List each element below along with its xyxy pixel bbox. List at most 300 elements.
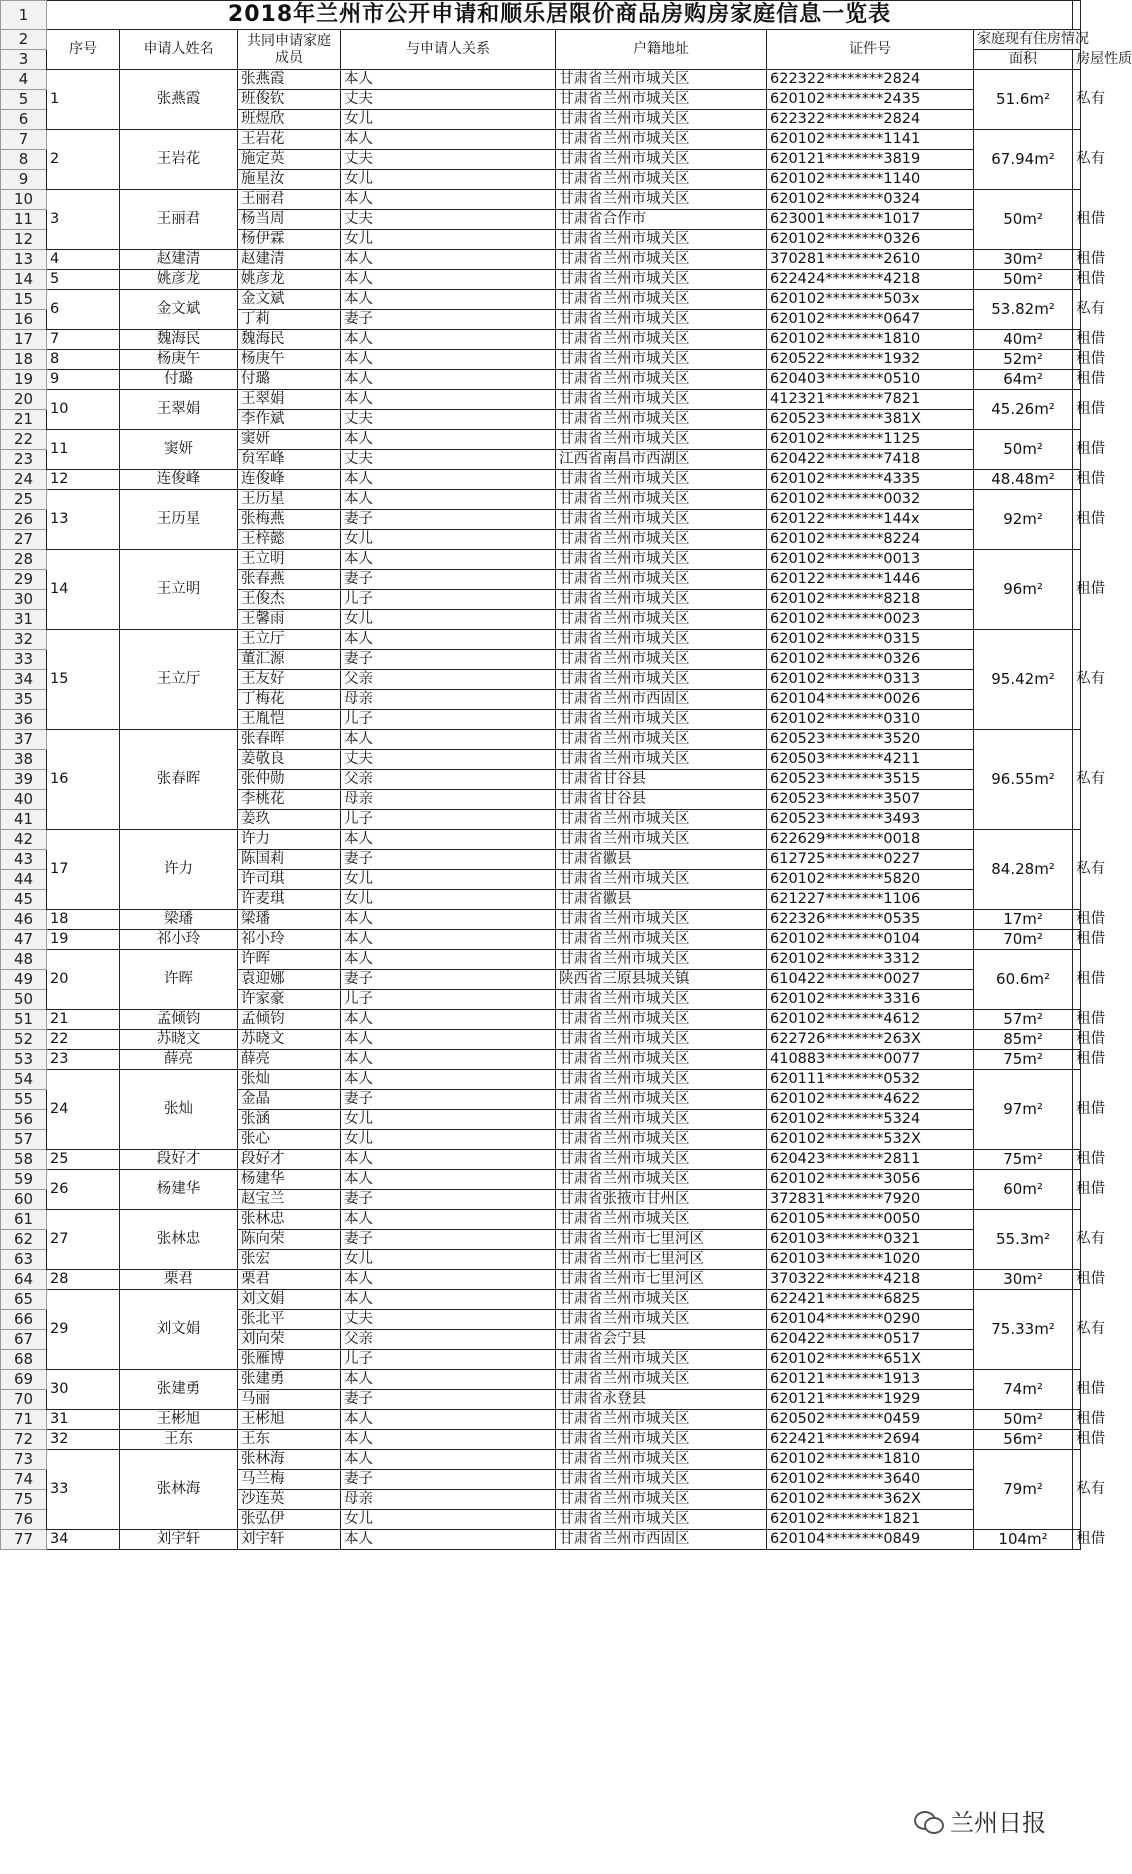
id-number-cell[interactable]: 620102********1810 — [767, 330, 974, 350]
id-number-cell[interactable]: 620503********4211 — [767, 750, 974, 770]
address-cell[interactable]: 甘肃省兰州市城关区 — [556, 170, 767, 190]
area-cell[interactable]: 95.42m² — [974, 630, 1073, 730]
address-cell[interactable]: 甘肃省兰州市城关区 — [556, 290, 767, 310]
member-name-cell[interactable]: 梁璠 — [238, 910, 341, 930]
applicant-name-cell[interactable]: 付璐 — [120, 370, 238, 390]
relation-cell[interactable]: 本人 — [341, 250, 556, 270]
id-number-cell[interactable]: 620102********0315 — [767, 630, 974, 650]
row-header[interactable]: 27 — [1, 530, 47, 550]
row-header[interactable]: 26 — [1, 510, 47, 530]
address-cell[interactable]: 甘肃省兰州市城关区 — [556, 1410, 767, 1430]
id-number-cell[interactable]: 620522********1932 — [767, 350, 974, 370]
seq-cell[interactable]: 24 — [47, 1070, 120, 1150]
header-nature[interactable]: 房屋性质 — [1073, 50, 1081, 70]
relation-cell[interactable]: 女儿 — [341, 1130, 556, 1150]
row-header[interactable]: 15 — [1, 290, 47, 310]
row-header[interactable]: 69 — [1, 1370, 47, 1390]
member-name-cell[interactable]: 陈国莉 — [238, 850, 341, 870]
address-cell[interactable]: 甘肃省兰州市城关区 — [556, 1350, 767, 1370]
address-cell[interactable]: 甘肃省兰州市城关区 — [556, 350, 767, 370]
id-number-cell[interactable]: 620102********4612 — [767, 1010, 974, 1030]
nature-cell[interactable]: 租借 — [1073, 1430, 1081, 1450]
applicant-name-cell[interactable]: 王立厅 — [120, 630, 238, 730]
relation-cell[interactable]: 丈夫 — [341, 750, 556, 770]
applicant-name-cell[interactable]: 王丽君 — [120, 190, 238, 250]
address-cell[interactable]: 甘肃省兰州市城关区 — [556, 730, 767, 750]
member-name-cell[interactable]: 张梅燕 — [238, 510, 341, 530]
id-number-cell[interactable]: 620102********1821 — [767, 1510, 974, 1530]
address-cell[interactable]: 甘肃省兰州市城关区 — [556, 1450, 767, 1470]
applicant-name-cell[interactable]: 金文斌 — [120, 290, 238, 330]
seq-cell[interactable]: 2 — [47, 130, 120, 190]
member-name-cell[interactable]: 王俊杰 — [238, 590, 341, 610]
relation-cell[interactable]: 妻子 — [341, 650, 556, 670]
id-number-cell[interactable]: 370322********4218 — [767, 1270, 974, 1290]
area-cell[interactable]: 75m² — [974, 1050, 1073, 1070]
address-cell[interactable]: 甘肃省兰州市城关区 — [556, 1510, 767, 1530]
address-cell[interactable]: 甘肃省兰州市城关区 — [556, 630, 767, 650]
address-cell[interactable]: 甘肃省兰州市城关区 — [556, 150, 767, 170]
relation-cell[interactable]: 父亲 — [341, 670, 556, 690]
address-cell[interactable]: 甘肃省兰州市城关区 — [556, 90, 767, 110]
relation-cell[interactable]: 本人 — [341, 430, 556, 450]
row-header[interactable]: 45 — [1, 890, 47, 910]
seq-cell[interactable]: 4 — [47, 250, 120, 270]
area-cell[interactable]: 52m² — [974, 350, 1073, 370]
member-name-cell[interactable]: 马丽 — [238, 1390, 341, 1410]
id-number-cell[interactable]: 620103********1020 — [767, 1250, 974, 1270]
area-cell[interactable]: 40m² — [974, 330, 1073, 350]
id-number-cell[interactable]: 370281********2610 — [767, 250, 974, 270]
address-cell[interactable]: 甘肃省兰州市城关区 — [556, 270, 767, 290]
id-number-cell[interactable]: 620121********1913 — [767, 1370, 974, 1390]
row-header[interactable]: 29 — [1, 570, 47, 590]
id-number-cell[interactable]: 410883********0077 — [767, 1050, 974, 1070]
id-number-cell[interactable]: 620523********3520 — [767, 730, 974, 750]
relation-cell[interactable]: 本人 — [341, 130, 556, 150]
member-name-cell[interactable]: 王彬旭 — [238, 1410, 341, 1430]
address-cell[interactable]: 甘肃省张掖市甘州区 — [556, 1190, 767, 1210]
seq-cell[interactable]: 19 — [47, 930, 120, 950]
area-cell[interactable]: 75.33m² — [974, 1290, 1073, 1370]
id-number-cell[interactable]: 621227********1106 — [767, 890, 974, 910]
address-cell[interactable]: 甘肃省兰州市城关区 — [556, 1310, 767, 1330]
relation-cell[interactable]: 妻子 — [341, 570, 556, 590]
address-cell[interactable]: 甘肃省兰州市城关区 — [556, 550, 767, 570]
relation-cell[interactable]: 妻子 — [341, 850, 556, 870]
nature-cell[interactable]: 私有 — [1073, 70, 1081, 130]
member-name-cell[interactable]: 张心 — [238, 1130, 341, 1150]
relation-cell[interactable]: 女儿 — [341, 610, 556, 630]
row-header[interactable]: 60 — [1, 1190, 47, 1210]
nature-cell[interactable]: 私有 — [1073, 290, 1081, 330]
id-number-cell[interactable]: 622322********2824 — [767, 70, 974, 90]
address-cell[interactable]: 甘肃省兰州市城关区 — [556, 70, 767, 90]
area-cell[interactable]: 57m² — [974, 1010, 1073, 1030]
nature-cell[interactable]: 租借 — [1073, 910, 1081, 930]
relation-cell[interactable]: 丈夫 — [341, 210, 556, 230]
relation-cell[interactable]: 本人 — [341, 1070, 556, 1090]
address-cell[interactable]: 甘肃省兰州市城关区 — [556, 830, 767, 850]
member-name-cell[interactable]: 薛亮 — [238, 1050, 341, 1070]
applicant-name-cell[interactable]: 薛亮 — [120, 1050, 238, 1070]
nature-cell[interactable]: 租借 — [1073, 190, 1081, 250]
area-cell[interactable]: 92m² — [974, 490, 1073, 550]
seq-cell[interactable]: 14 — [47, 550, 120, 630]
row-header[interactable]: 73 — [1, 1450, 47, 1470]
applicant-name-cell[interactable]: 张林忠 — [120, 1210, 238, 1270]
applicant-name-cell[interactable]: 段好才 — [120, 1150, 238, 1170]
address-cell[interactable]: 甘肃省兰州市城关区 — [556, 610, 767, 630]
nature-cell[interactable]: 租借 — [1073, 250, 1081, 270]
member-name-cell[interactable]: 班俊钦 — [238, 90, 341, 110]
relation-cell[interactable]: 本人 — [341, 910, 556, 930]
address-cell[interactable]: 甘肃省兰州市城关区 — [556, 490, 767, 510]
row-header[interactable]: 28 — [1, 550, 47, 570]
relation-cell[interactable]: 女儿 — [341, 1510, 556, 1530]
nature-cell[interactable]: 私有 — [1073, 1290, 1081, 1370]
member-name-cell[interactable]: 贠军峰 — [238, 450, 341, 470]
row-header[interactable]: 65 — [1, 1290, 47, 1310]
id-number-cell[interactable]: 620523********3515 — [767, 770, 974, 790]
address-cell[interactable]: 甘肃省兰州市城关区 — [556, 470, 767, 490]
seq-cell[interactable]: 31 — [47, 1410, 120, 1430]
seq-cell[interactable]: 21 — [47, 1010, 120, 1030]
id-number-cell[interactable]: 620523********3507 — [767, 790, 974, 810]
id-number-cell[interactable]: 622322********2824 — [767, 110, 974, 130]
relation-cell[interactable]: 本人 — [341, 930, 556, 950]
address-cell[interactable]: 甘肃省兰州市城关区 — [556, 1150, 767, 1170]
member-name-cell[interactable]: 张林海 — [238, 1450, 341, 1470]
member-name-cell[interactable]: 李作斌 — [238, 410, 341, 430]
relation-cell[interactable]: 妻子 — [341, 1230, 556, 1250]
seq-cell[interactable]: 1 — [47, 70, 120, 130]
address-cell[interactable]: 甘肃省兰州市城关区 — [556, 1290, 767, 1310]
address-cell[interactable]: 甘肃省会宁县 — [556, 1330, 767, 1350]
nature-cell[interactable]: 租借 — [1073, 470, 1081, 490]
member-name-cell[interactable]: 王岩花 — [238, 130, 341, 150]
id-number-cell[interactable]: 620111********0532 — [767, 1070, 974, 1090]
area-cell[interactable]: 85m² — [974, 1030, 1073, 1050]
applicant-name-cell[interactable]: 孟倾钧 — [120, 1010, 238, 1030]
relation-cell[interactable]: 妻子 — [341, 1090, 556, 1110]
relation-cell[interactable]: 母亲 — [341, 1490, 556, 1510]
member-name-cell[interactable]: 王立厅 — [238, 630, 341, 650]
address-cell[interactable]: 甘肃省兰州市城关区 — [556, 650, 767, 670]
id-number-cell[interactable]: 620102********0310 — [767, 710, 974, 730]
address-cell[interactable]: 甘肃省兰州市城关区 — [556, 110, 767, 130]
row-header[interactable]: 8 — [1, 150, 47, 170]
nature-cell[interactable]: 私有 — [1073, 630, 1081, 730]
address-cell[interactable]: 甘肃省兰州市城关区 — [556, 1050, 767, 1070]
member-name-cell[interactable]: 魏海民 — [238, 330, 341, 350]
address-cell[interactable]: 甘肃省兰州市城关区 — [556, 710, 767, 730]
member-name-cell[interactable]: 王胤恺 — [238, 710, 341, 730]
id-number-cell[interactable]: 620104********0290 — [767, 1310, 974, 1330]
row-header[interactable]: 9 — [1, 170, 47, 190]
id-number-cell[interactable]: 372831********7920 — [767, 1190, 974, 1210]
member-name-cell[interactable]: 张灿 — [238, 1070, 341, 1090]
relation-cell[interactable]: 女儿 — [341, 110, 556, 130]
row-header[interactable]: 61 — [1, 1210, 47, 1230]
id-number-cell[interactable]: 620102********4335 — [767, 470, 974, 490]
id-number-cell[interactable]: 620102********3640 — [767, 1470, 974, 1490]
id-number-cell[interactable]: 620121********1929 — [767, 1390, 974, 1410]
address-cell[interactable]: 陕西省三原县城关镇 — [556, 970, 767, 990]
member-name-cell[interactable]: 丁莉 — [238, 310, 341, 330]
row-header[interactable]: 75 — [1, 1490, 47, 1510]
applicant-name-cell[interactable]: 许晖 — [120, 950, 238, 1010]
member-name-cell[interactable]: 张仲勋 — [238, 770, 341, 790]
nature-cell[interactable]: 租借 — [1073, 1410, 1081, 1430]
member-name-cell[interactable]: 王梓懿 — [238, 530, 341, 550]
row-header[interactable]: 24 — [1, 470, 47, 490]
member-name-cell[interactable]: 祁小玲 — [238, 930, 341, 950]
address-cell[interactable]: 甘肃省兰州市城关区 — [556, 310, 767, 330]
member-name-cell[interactable]: 姜敬良 — [238, 750, 341, 770]
relation-cell[interactable]: 本人 — [341, 190, 556, 210]
id-number-cell[interactable]: 612725********0227 — [767, 850, 974, 870]
id-number-cell[interactable]: 620102********0326 — [767, 230, 974, 250]
id-number-cell[interactable]: 622421********6825 — [767, 1290, 974, 1310]
address-cell[interactable]: 甘肃省兰州市城关区 — [556, 810, 767, 830]
member-name-cell[interactable]: 金晶 — [238, 1090, 341, 1110]
id-number-cell[interactable]: 620502********0459 — [767, 1410, 974, 1430]
address-cell[interactable]: 甘肃省兰州市城关区 — [556, 430, 767, 450]
row-header[interactable]: 22 — [1, 430, 47, 450]
seq-cell[interactable]: 26 — [47, 1170, 120, 1210]
seq-cell[interactable]: 6 — [47, 290, 120, 330]
address-cell[interactable]: 甘肃省兰州市城关区 — [556, 1430, 767, 1450]
relation-cell[interactable]: 丈夫 — [341, 410, 556, 430]
row-header[interactable]: 44 — [1, 870, 47, 890]
applicant-name-cell[interactable]: 张灿 — [120, 1070, 238, 1150]
applicant-name-cell[interactable]: 刘文娟 — [120, 1290, 238, 1370]
address-cell[interactable]: 甘肃省永登县 — [556, 1390, 767, 1410]
address-cell[interactable]: 甘肃省兰州市七里河区 — [556, 1230, 767, 1250]
row-header[interactable]: 71 — [1, 1410, 47, 1430]
relation-cell[interactable]: 本人 — [341, 470, 556, 490]
address-cell[interactable]: 甘肃省兰州市城关区 — [556, 1110, 767, 1130]
relation-cell[interactable]: 本人 — [341, 1270, 556, 1290]
relation-cell[interactable]: 妻子 — [341, 970, 556, 990]
seq-cell[interactable]: 30 — [47, 1370, 120, 1410]
id-number-cell[interactable]: 620102********0326 — [767, 650, 974, 670]
row-header[interactable]: 4 — [1, 70, 47, 90]
member-name-cell[interactable]: 姜玖 — [238, 810, 341, 830]
relation-cell[interactable]: 丈夫 — [341, 1310, 556, 1330]
seq-cell[interactable]: 8 — [47, 350, 120, 370]
row-header[interactable]: 32 — [1, 630, 47, 650]
header-address[interactable]: 户籍地址 — [556, 30, 767, 70]
nature-cell[interactable]: 私有 — [1073, 1210, 1081, 1270]
address-cell[interactable]: 甘肃省兰州市七里河区 — [556, 1270, 767, 1290]
id-number-cell[interactable]: 620102********8224 — [767, 530, 974, 550]
area-cell[interactable]: 17m² — [974, 910, 1073, 930]
row-header[interactable]: 62 — [1, 1230, 47, 1250]
row-header[interactable]: 3 — [1, 50, 47, 70]
row-header[interactable]: 59 — [1, 1170, 47, 1190]
nature-cell[interactable]: 租借 — [1073, 390, 1081, 430]
member-name-cell[interactable]: 施定英 — [238, 150, 341, 170]
member-name-cell[interactable]: 刘文娟 — [238, 1290, 341, 1310]
seq-cell[interactable]: 17 — [47, 830, 120, 910]
row-header[interactable]: 47 — [1, 930, 47, 950]
member-name-cell[interactable]: 许家豪 — [238, 990, 341, 1010]
address-cell[interactable]: 甘肃省兰州市城关区 — [556, 410, 767, 430]
member-name-cell[interactable]: 张宏 — [238, 1250, 341, 1270]
nature-cell[interactable]: 私有 — [1073, 730, 1081, 830]
row-header[interactable]: 76 — [1, 1510, 47, 1530]
row-header[interactable]: 63 — [1, 1250, 47, 1270]
nature-cell[interactable]: 租借 — [1073, 490, 1081, 550]
id-number-cell[interactable]: 622424********4218 — [767, 270, 974, 290]
relation-cell[interactable]: 本人 — [341, 1150, 556, 1170]
member-name-cell[interactable]: 赵建清 — [238, 250, 341, 270]
member-name-cell[interactable]: 丁梅花 — [238, 690, 341, 710]
address-cell[interactable]: 甘肃省兰州市城关区 — [556, 570, 767, 590]
nature-cell[interactable]: 租借 — [1073, 1370, 1081, 1410]
applicant-name-cell[interactable]: 许力 — [120, 830, 238, 910]
id-number-cell[interactable]: 620121********3819 — [767, 150, 974, 170]
applicant-name-cell[interactable]: 苏晓文 — [120, 1030, 238, 1050]
area-cell[interactable]: 53.82m² — [974, 290, 1073, 330]
row-header[interactable]: 25 — [1, 490, 47, 510]
member-name-cell[interactable]: 杨当周 — [238, 210, 341, 230]
id-number-cell[interactable]: 620102********1141 — [767, 130, 974, 150]
seq-cell[interactable]: 22 — [47, 1030, 120, 1050]
row-header[interactable]: 35 — [1, 690, 47, 710]
seq-cell[interactable]: 15 — [47, 630, 120, 730]
row-header[interactable]: 64 — [1, 1270, 47, 1290]
row-header[interactable]: 11 — [1, 210, 47, 230]
row-header[interactable]: 42 — [1, 830, 47, 850]
applicant-name-cell[interactable]: 张春晖 — [120, 730, 238, 830]
id-number-cell[interactable]: 620102********3056 — [767, 1170, 974, 1190]
area-cell[interactable]: 30m² — [974, 1270, 1073, 1290]
area-cell[interactable]: 50m² — [974, 430, 1073, 470]
id-number-cell[interactable]: 620102********5324 — [767, 1110, 974, 1130]
relation-cell[interactable]: 本人 — [341, 1430, 556, 1450]
row-header[interactable]: 2 — [1, 30, 47, 50]
row-header[interactable]: 19 — [1, 370, 47, 390]
member-name-cell[interactable]: 许晖 — [238, 950, 341, 970]
row-header[interactable]: 50 — [1, 990, 47, 1010]
row-header[interactable]: 33 — [1, 650, 47, 670]
nature-cell[interactable]: 私有 — [1073, 830, 1081, 910]
row-header[interactable]: 31 — [1, 610, 47, 630]
address-cell[interactable]: 甘肃省兰州市城关区 — [556, 590, 767, 610]
member-name-cell[interactable]: 张春晖 — [238, 730, 341, 750]
nature-cell[interactable]: 租借 — [1073, 430, 1081, 470]
row-header[interactable]: 13 — [1, 250, 47, 270]
member-name-cell[interactable]: 王东 — [238, 1430, 341, 1450]
row-header[interactable]: 53 — [1, 1050, 47, 1070]
address-cell[interactable]: 甘肃省兰州市七里河区 — [556, 1250, 767, 1270]
id-number-cell[interactable]: 620105********0050 — [767, 1210, 974, 1230]
address-cell[interactable]: 甘肃省徽县 — [556, 850, 767, 870]
address-cell[interactable]: 甘肃省兰州市城关区 — [556, 130, 767, 150]
member-name-cell[interactable]: 赵宝兰 — [238, 1190, 341, 1210]
seq-cell[interactable]: 11 — [47, 430, 120, 470]
area-cell[interactable]: 79m² — [974, 1450, 1073, 1530]
id-number-cell[interactable]: 622326********0535 — [767, 910, 974, 930]
area-cell[interactable]: 84.28m² — [974, 830, 1073, 910]
area-cell[interactable]: 97m² — [974, 1070, 1073, 1150]
area-cell[interactable]: 56m² — [974, 1430, 1073, 1450]
area-cell[interactable]: 60.6m² — [974, 950, 1073, 1010]
applicant-name-cell[interactable]: 魏海民 — [120, 330, 238, 350]
id-number-cell[interactable]: 620523********381X — [767, 410, 974, 430]
address-cell[interactable]: 甘肃省合作市 — [556, 210, 767, 230]
relation-cell[interactable]: 本人 — [341, 290, 556, 310]
id-number-cell[interactable]: 620102********1140 — [767, 170, 974, 190]
relation-cell[interactable]: 儿子 — [341, 710, 556, 730]
row-header[interactable]: 52 — [1, 1030, 47, 1050]
member-name-cell[interactable]: 董汇源 — [238, 650, 341, 670]
area-cell[interactable]: 74m² — [974, 1370, 1073, 1410]
relation-cell[interactable]: 母亲 — [341, 690, 556, 710]
area-cell[interactable]: 104m² — [974, 1530, 1073, 1550]
address-cell[interactable]: 甘肃省兰州市城关区 — [556, 390, 767, 410]
member-name-cell[interactable]: 王馨雨 — [238, 610, 341, 630]
member-name-cell[interactable]: 张林忠 — [238, 1210, 341, 1230]
seq-cell[interactable]: 9 — [47, 370, 120, 390]
seq-cell[interactable]: 27 — [47, 1210, 120, 1270]
relation-cell[interactable]: 本人 — [341, 1370, 556, 1390]
row-header[interactable]: 48 — [1, 950, 47, 970]
id-number-cell[interactable]: 620422********0517 — [767, 1330, 974, 1350]
nature-cell[interactable]: 租借 — [1073, 330, 1081, 350]
applicant-name-cell[interactable]: 张林海 — [120, 1450, 238, 1530]
address-cell[interactable]: 甘肃省兰州市城关区 — [556, 930, 767, 950]
area-cell[interactable]: 70m² — [974, 930, 1073, 950]
address-cell[interactable]: 甘肃省兰州市西固区 — [556, 1530, 767, 1550]
seq-cell[interactable]: 5 — [47, 270, 120, 290]
empty-cell[interactable] — [1073, 1, 1081, 30]
id-number-cell[interactable]: 620102********3312 — [767, 950, 974, 970]
seq-cell[interactable]: 13 — [47, 490, 120, 550]
member-name-cell[interactable]: 窦妍 — [238, 430, 341, 450]
relation-cell[interactable]: 母亲 — [341, 790, 556, 810]
nature-cell[interactable]: 租借 — [1073, 350, 1081, 370]
area-cell[interactable]: 48.48m² — [974, 470, 1073, 490]
member-name-cell[interactable]: 张春燕 — [238, 570, 341, 590]
nature-cell[interactable]: 租借 — [1073, 1170, 1081, 1210]
address-cell[interactable]: 甘肃省兰州市城关区 — [556, 1070, 767, 1090]
address-cell[interactable]: 江西省南昌市西湖区 — [556, 450, 767, 470]
member-name-cell[interactable]: 王历星 — [238, 490, 341, 510]
member-name-cell[interactable]: 杨庚午 — [238, 350, 341, 370]
address-cell[interactable]: 甘肃省兰州市城关区 — [556, 990, 767, 1010]
address-cell[interactable]: 甘肃省兰州市城关区 — [556, 1090, 767, 1110]
seq-cell[interactable]: 34 — [47, 1530, 120, 1550]
row-header[interactable]: 34 — [1, 670, 47, 690]
area-cell[interactable]: 67.94m² — [974, 130, 1073, 190]
applicant-name-cell[interactable]: 梁璠 — [120, 910, 238, 930]
row-header[interactable]: 30 — [1, 590, 47, 610]
member-name-cell[interactable]: 金文斌 — [238, 290, 341, 310]
row-header[interactable]: 20 — [1, 390, 47, 410]
member-name-cell[interactable]: 施星汝 — [238, 170, 341, 190]
row-header[interactable]: 6 — [1, 110, 47, 130]
member-name-cell[interactable]: 王翠娟 — [238, 390, 341, 410]
seq-cell[interactable]: 29 — [47, 1290, 120, 1370]
relation-cell[interactable]: 本人 — [341, 830, 556, 850]
id-number-cell[interactable]: 620102********4622 — [767, 1090, 974, 1110]
applicant-name-cell[interactable]: 王立明 — [120, 550, 238, 630]
id-number-cell[interactable]: 620102********651X — [767, 1350, 974, 1370]
